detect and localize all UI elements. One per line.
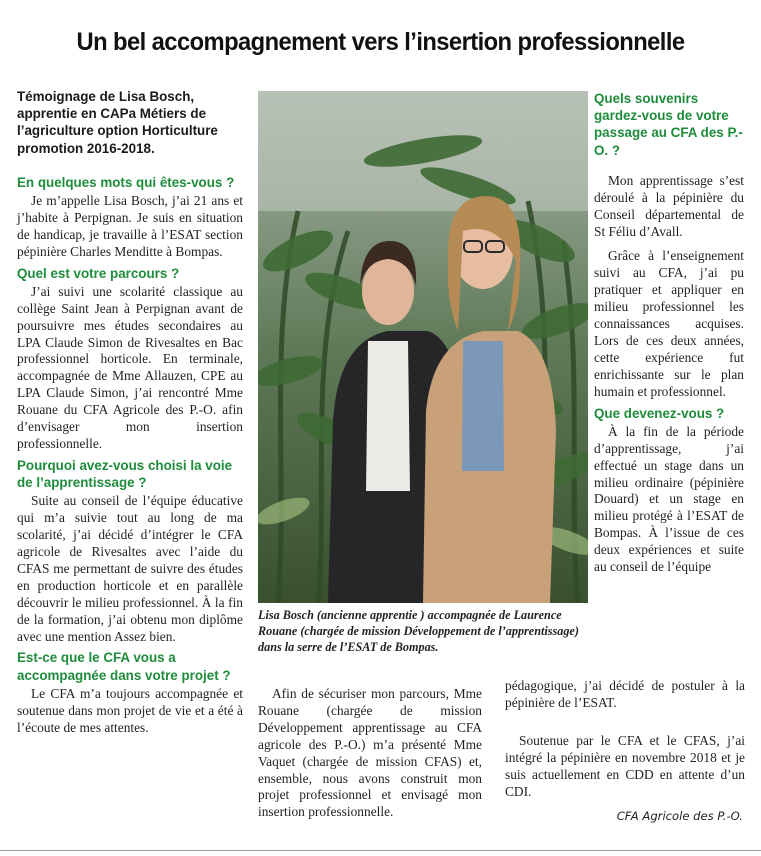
- answer-background: J’ai suivi une scolarité classique au collège Saint Jean à Perpignan avant de poursuivre mes études secondaires au LPA Claude Simon de Rivesaltes en Bac professionnel horticole. En terminale, accompagnée de Mme Allauzen, CPE au LPA Claude Simon, j’ai rencontré Mme Rouane du CFA Agricole des P.-O. afin d’envisager mon insertion professionnelle.: [17, 283, 243, 451]
- answer-memories-1: Mon apprentissage s’est déroulé à la pépinière du Conseil départemental de St Féliu d’Avall.: [594, 172, 744, 239]
- article-intro: Témoignage de Lisa Bosch, apprentie en CAPa Métiers de l’agriculture option Horticulture promotion 2016-2018.: [17, 89, 218, 156]
- answer-now-1: À la fin de la période d’apprentissage, j’ai effectué un stage dans un milieu ordinaire (pépinière Douard) et un stage en milieu protégé à l’ESAT de Bompas. À l’issue de ces deux expériences et suite au conseil de l’équipe: [594, 423, 744, 575]
- answer-memories-2: Grâce à l’enseignement suivi au CFA, j’ai pu pratiquer et appliquer en milieu professionnel les connaissances acquises. Lors de ces deux années, cette expérience fut enrichissante sur le plan humain et professionnel.: [594, 248, 744, 399]
- question-why-apprenticeship: Pourquoi avez-vous choisi la voie de l’apprentissage ?: [17, 457, 233, 491]
- answer-cfa-support: Le CFA m’a toujours accompagnée et soutenue dans mon projet de vie et a été à l’écoute de mes attentes.: [17, 685, 243, 735]
- right-column: [594, 90, 744, 576]
- question-now: Que devenez-vous ?: [594, 405, 725, 421]
- question-memories: Quels souvenirs gardez-vous de votre passage au CFA des P.-O. ?: [594, 91, 743, 158]
- answer-now-2: Soutenue par le CFA et le CFAS, j’ai intégré la pépinière en novembre 2018 et je suis actuellement en CDD en attente d’un CDI.: [505, 733, 745, 799]
- photo-illustration: [258, 91, 588, 603]
- answer-who-are-you: Je m’appelle Lisa Bosch, j’ai 21 ans et j’habite à Perpignan. Je suis en situation de handicap, je travaille à l’ESAT section pépinière Charles Menditte à Bompas.: [17, 193, 243, 259]
- answer-cfa-support-continued: Afin de sécuriser mon parcours, Mme Rouane (chargée de mission Développement apprentissage au CFA agricole des P.-O.) m’a présenté Mme Vaquet (chargée de mission CFAS) et, ensemble, nous avons construit mon projet professionnel et envisagé mon insertion professionnelle.: [258, 686, 482, 820]
- right-column-bottom-2: [505, 733, 745, 801]
- bottom-divider: [0, 850, 761, 851]
- question-background: Quel est votre parcours ?: [17, 265, 180, 281]
- answer-why-apprenticeship: Suite au conseil de l’équipe éducative qui m’a suivie tout au long de ma scolarité, j’ai décidé d’intégrer le CFA agricole de Rivesaltes avec l’aide du CFAS me permettant de suivre des études en production horticole et en parallèle découvrir le milieu professionnel. À la fin de la formation, j’ai obtenu mon diplôme avec une mention Assez bien.: [17, 493, 243, 644]
- article-signature: CFA Agricole des P.-O.: [616, 809, 743, 823]
- photo-caption: Lisa Bosch (ancienne apprentie ) accompagnée de Laurence Rouane (chargée de mission Développement de l’apprentissage) dans la serre de l’ESAT de Bompas.: [258, 608, 579, 654]
- answer-now-1-end: pédagogique, j’ai décidé de postuler à la pépinière de l’ESAT.: [505, 678, 745, 710]
- article-headline: Un bel accompagnement vers l’insertion professionnelle: [76, 28, 685, 56]
- question-cfa-support: Est-ce que le CFA vous a accompagnée dans votre projet ?: [17, 650, 231, 683]
- question-who-are-you: En quelques mots qui êtes-vous ?: [17, 174, 235, 190]
- right-column-bottom: [505, 678, 745, 712]
- left-column: [17, 88, 243, 737]
- greenhouse-photo: [258, 91, 588, 603]
- middle-column: [258, 686, 482, 821]
